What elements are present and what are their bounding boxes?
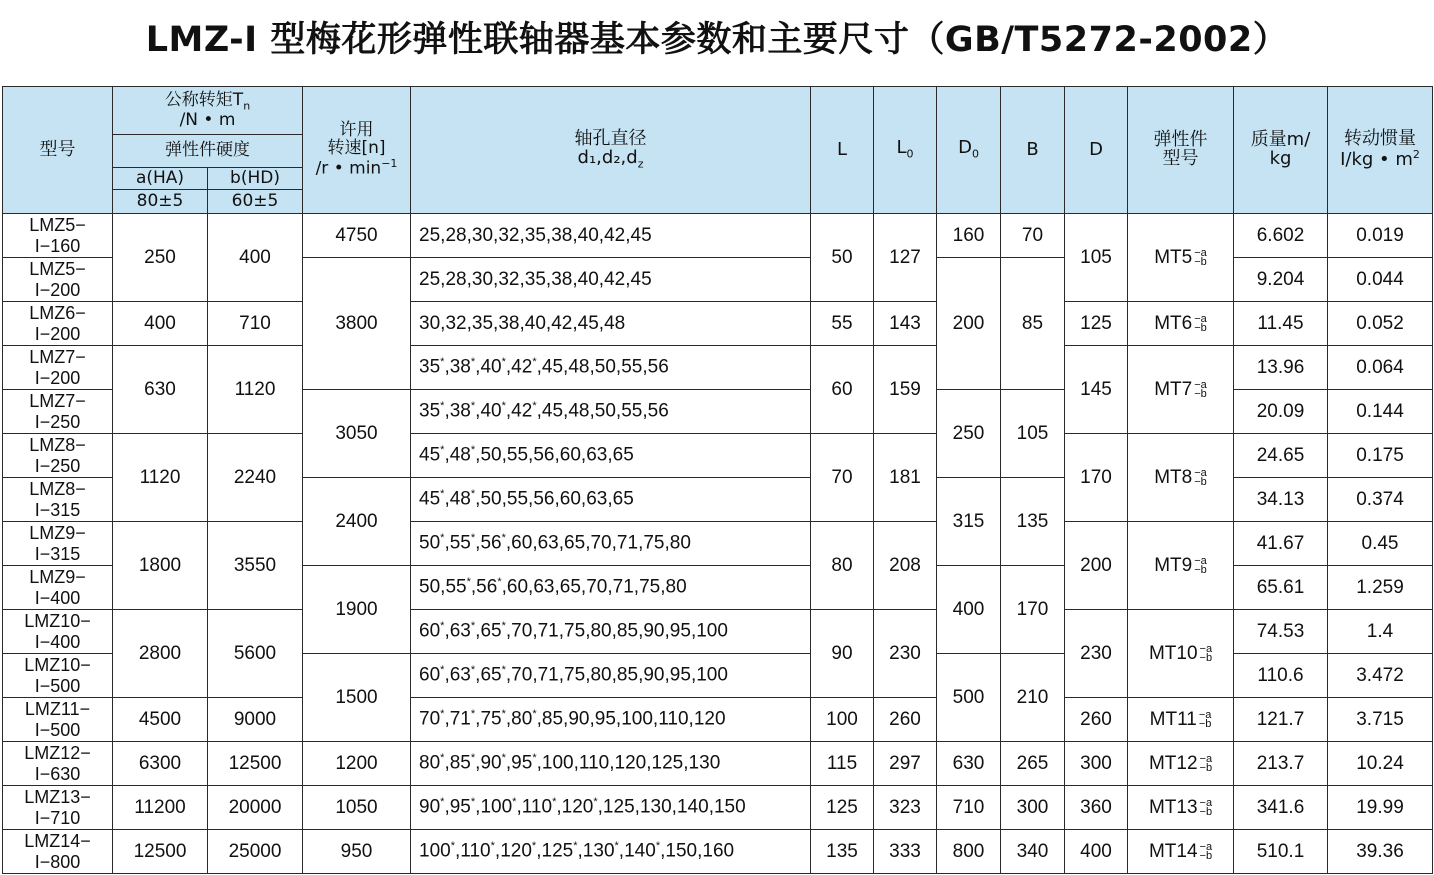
header-hardness-a: a(HA)	[113, 168, 208, 190]
header-B: B	[1001, 87, 1065, 214]
tolerance-marks: −a −b	[1194, 312, 1207, 334]
mass-cell: 20.09	[1234, 390, 1328, 434]
D-cell: 200	[1065, 522, 1128, 610]
model-cell: LMZ7− I−250	[3, 390, 113, 434]
model-cell: LMZ5− I−160	[3, 214, 113, 258]
mass-cell: 510.1	[1234, 830, 1328, 874]
D0-cell: 200	[937, 258, 1001, 390]
header-speed: 许用 转速[n] /r • $\min^{-1}$	[303, 87, 411, 214]
model-cell: LMZ8− I−315	[3, 478, 113, 522]
torque-a-cell: 6300	[113, 742, 208, 786]
header-hardness: 弹性件硬度	[113, 135, 303, 168]
table-header	[3, 87, 1433, 214]
torque-a-cell: 250	[113, 214, 208, 302]
inertia-cell: 3.715	[1328, 698, 1433, 742]
speed-cell: 2400	[303, 478, 411, 566]
speed-cell: 3800	[303, 258, 411, 390]
L-cell: 50	[811, 214, 874, 302]
model-cell: LMZ9− I−315	[3, 522, 113, 566]
header-L: L	[811, 87, 874, 214]
torque-b-cell: 9000	[208, 698, 303, 742]
model-cell: LMZ11− I−500	[3, 698, 113, 742]
table-row	[3, 346, 1433, 390]
L0-cell: 208	[874, 522, 937, 610]
elastic-model-cell	[1128, 302, 1234, 346]
D-cell: 230	[1065, 610, 1128, 698]
L-cell: 90	[811, 610, 874, 698]
header-bore: 轴孔直径 $d_1,d_2,d_z$	[411, 87, 811, 214]
inertia-cell: 39.36	[1328, 830, 1433, 874]
elastic-model-label: MT12 −a −b	[1148, 752, 1213, 774]
D0-cell: 160	[937, 214, 1001, 258]
D-cell: 360	[1065, 786, 1128, 830]
mass-cell: 41.67	[1234, 522, 1328, 566]
table-row	[3, 698, 1433, 742]
bore-cell: 80*,85*,90*,95*,100,110,120,125,130	[411, 742, 811, 786]
header-hardness-a-value: 80±5	[113, 190, 208, 214]
torque-b-cell: 20000	[208, 786, 303, 830]
speed-cell: 1900	[303, 566, 411, 654]
L0-cell: 143	[874, 302, 937, 346]
elastic-model-label: MT14 −a −b	[1148, 840, 1213, 862]
mass-cell: 11.45	[1234, 302, 1328, 346]
D-cell: 145	[1065, 346, 1128, 434]
torque-a-cell: 12500	[113, 830, 208, 874]
L-cell: 80	[811, 522, 874, 610]
tolerance-marks: −a −b	[1194, 554, 1207, 576]
elastic-model-cell	[1128, 610, 1234, 698]
model-cell: LMZ8− I−250	[3, 434, 113, 478]
inertia-cell: 0.064	[1328, 346, 1433, 390]
elastic-model-label: MT9 −a −b	[1154, 554, 1207, 576]
torque-a-cell: 630	[113, 346, 208, 434]
elastic-model-label: MT7 −a −b	[1154, 378, 1207, 400]
D0-cell: 710	[937, 786, 1001, 830]
bore-cell: 50,55*,56*,60,63,65,70,71,75,80	[411, 566, 811, 610]
elastic-model-cell	[1128, 522, 1234, 610]
L0-cell: 333	[874, 830, 937, 874]
torque-b-cell: 3550	[208, 522, 303, 610]
mass-cell: 110.6	[1234, 654, 1328, 698]
table-row	[3, 742, 1433, 786]
speed-cell: 1050	[303, 786, 411, 830]
bore-cell: 100*,110*,120*,125*,130*,140*,150,160	[411, 830, 811, 874]
inertia-cell: 1.259	[1328, 566, 1433, 610]
L0-cell: 127	[874, 214, 937, 302]
D-cell: 125	[1065, 302, 1128, 346]
header-D: D	[1065, 87, 1128, 214]
bore-cell: 90*,95*,100*,110*,120*,125,130,140,150	[411, 786, 811, 830]
D-cell: 260	[1065, 698, 1128, 742]
tolerance-marks: −a −b	[1199, 796, 1213, 818]
B-cell: 85	[1001, 258, 1065, 390]
table-body	[3, 214, 1433, 874]
B-cell: 105	[1001, 390, 1065, 478]
tolerance-marks: −a −b	[1198, 708, 1212, 730]
L0-cell: 181	[874, 434, 937, 522]
header-model: 型号	[3, 87, 113, 214]
elastic-model-label: MT13 −a −b	[1148, 796, 1213, 818]
inertia-cell: 0.019	[1328, 214, 1433, 258]
table-row	[3, 434, 1433, 478]
bore-cell: 25,28,30,32,35,38,40,42,45	[411, 258, 811, 302]
bore-cell: 45*,48*,50,55,56,60,63,65	[411, 434, 811, 478]
tolerance-marks: −a −b	[1194, 466, 1207, 488]
tolerance-marks: −a −b	[1199, 840, 1213, 862]
model-cell: LMZ14− I−800	[3, 830, 113, 874]
torque-b-cell: 5600	[208, 610, 303, 698]
torque-a-cell: 4500	[113, 698, 208, 742]
mass-cell: 9.204	[1234, 258, 1328, 302]
mass-cell: 6.602	[1234, 214, 1328, 258]
model-cell: LMZ5− I−200	[3, 258, 113, 302]
inertia-cell: 0.45	[1328, 522, 1433, 566]
torque-a-cell: 1800	[113, 522, 208, 610]
L-cell: 55	[811, 302, 874, 346]
B-cell: 300	[1001, 786, 1065, 830]
table-row	[3, 786, 1433, 830]
inertia-cell: 0.044	[1328, 258, 1433, 302]
table-row	[3, 610, 1433, 654]
header-hardness-b: b(HD)	[208, 168, 303, 190]
L-cell: 60	[811, 346, 874, 434]
inertia-cell: 10.24	[1328, 742, 1433, 786]
speed-cell: 1200	[303, 742, 411, 786]
mass-cell: 121.7	[1234, 698, 1328, 742]
header-inertia: 转动惯量 I/kg • $m^2$	[1328, 87, 1433, 214]
mass-cell: 74.53	[1234, 610, 1328, 654]
elastic-model-cell	[1128, 346, 1234, 434]
table-row	[3, 830, 1433, 874]
spec-table	[2, 86, 1433, 874]
L0-cell: 230	[874, 610, 937, 698]
L-cell: 115	[811, 742, 874, 786]
D0-cell: 500	[937, 654, 1001, 742]
bore-cell: 50*,55*,56*,60,63,65,70,71,75,80	[411, 522, 811, 566]
inertia-cell: 0.374	[1328, 478, 1433, 522]
bore-cell: 35*,38*,40*,42*,45,48,50,55,56	[411, 346, 811, 390]
speed-cell: 3050	[303, 390, 411, 478]
L0-cell: 323	[874, 786, 937, 830]
model-cell: LMZ7− I−200	[3, 346, 113, 390]
header-D0: $D_0$	[937, 87, 1001, 214]
B-cell: 210	[1001, 654, 1065, 742]
inertia-cell: 0.052	[1328, 302, 1433, 346]
model-cell: LMZ12− I−630	[3, 742, 113, 786]
L0-cell: 260	[874, 698, 937, 742]
D0-cell: 400	[937, 566, 1001, 654]
elastic-model-cell	[1128, 786, 1234, 830]
L-cell: 70	[811, 434, 874, 522]
model-cell: LMZ6− I−200	[3, 302, 113, 346]
tolerance-marks: −a −b	[1199, 752, 1213, 774]
header-L0: $L_0$	[874, 87, 937, 214]
B-cell: 135	[1001, 478, 1065, 566]
table-row	[3, 214, 1433, 258]
D-cell: 400	[1065, 830, 1128, 874]
bore-cell: 60*,63*,65*,70,71,75,80,85,90,95,100	[411, 654, 811, 698]
header-torque: 公称转矩$T_n$ /N • m	[113, 87, 303, 135]
page-title: LMZ-I 型梅花形弹性联轴器基本参数和主要尺寸（GB/T5272-2002）	[145, 20, 1289, 60]
D-cell: 170	[1065, 434, 1128, 522]
elastic-model-label: MT6 −a −b	[1154, 312, 1207, 334]
torque-b-cell: 25000	[208, 830, 303, 874]
D0-cell: 630	[937, 742, 1001, 786]
model-cell: LMZ10− I−500	[3, 654, 113, 698]
B-cell: 265	[1001, 742, 1065, 786]
torque-b-cell: 12500	[208, 742, 303, 786]
torque-b-cell: 400	[208, 214, 303, 302]
B-cell: 170	[1001, 566, 1065, 654]
model-cell: LMZ13− I−710	[3, 786, 113, 830]
inertia-cell: 0.144	[1328, 390, 1433, 434]
inertia-cell: 1.4	[1328, 610, 1433, 654]
D0-cell: 315	[937, 478, 1001, 566]
elastic-model-label: MT11 −a −b	[1149, 708, 1212, 730]
torque-b-cell: 2240	[208, 434, 303, 522]
elastic-model-cell	[1128, 698, 1234, 742]
D0-cell: 250	[937, 390, 1001, 478]
elastic-model-cell	[1128, 434, 1234, 522]
elastic-model-cell	[1128, 214, 1234, 302]
model-cell: LMZ9− I−400	[3, 566, 113, 610]
elastic-model-cell	[1128, 830, 1234, 874]
B-cell: 70	[1001, 214, 1065, 258]
inertia-cell: 0.175	[1328, 434, 1433, 478]
torque-b-cell: 710	[208, 302, 303, 346]
bore-cell: 35*,38*,40*,42*,45,48,50,55,56	[411, 390, 811, 434]
tolerance-marks: −a −b	[1194, 378, 1207, 400]
header-hardness-b-value: 60±5	[208, 190, 303, 214]
bore-cell: 30,32,35,38,40,42,45,48	[411, 302, 811, 346]
mass-cell: 13.96	[1234, 346, 1328, 390]
speed-cell: 950	[303, 830, 411, 874]
torque-a-cell: 1120	[113, 434, 208, 522]
D-cell: 105	[1065, 214, 1128, 302]
bore-cell: 45*,48*,50,55,56,60,63,65	[411, 478, 811, 522]
D-cell: 300	[1065, 742, 1128, 786]
table-row	[3, 522, 1433, 566]
torque-b-cell: 1120	[208, 346, 303, 434]
B-cell: 340	[1001, 830, 1065, 874]
torque-a-cell: 11200	[113, 786, 208, 830]
elastic-model-label: MT10 −a −b	[1148, 642, 1213, 664]
bore-cell: 70*,71*,75*,80*,85,90,95,100,110,120	[411, 698, 811, 742]
mass-cell: 65.61	[1234, 566, 1328, 610]
mass-cell: 34.13	[1234, 478, 1328, 522]
bore-cell: 25,28,30,32,35,38,40,42,45	[411, 214, 811, 258]
L0-cell: 297	[874, 742, 937, 786]
inertia-cell: 19.99	[1328, 786, 1433, 830]
inertia-cell: 3.472	[1328, 654, 1433, 698]
bore-cell: 60*,63*,65*,70,71,75,80,85,90,95,100	[411, 610, 811, 654]
model-cell: LMZ10− I−400	[3, 610, 113, 654]
elastic-model-label: MT5 −a −b	[1154, 246, 1207, 268]
elastic-model-cell	[1128, 742, 1234, 786]
header-mass: 质量m/ kg	[1234, 87, 1328, 214]
tolerance-marks: −a −b	[1199, 642, 1213, 664]
D0-cell: 800	[937, 830, 1001, 874]
header-elastic: 弹性件 型号	[1128, 87, 1234, 214]
mass-cell: 24.65	[1234, 434, 1328, 478]
table-row	[3, 302, 1433, 346]
speed-cell: 4750	[303, 214, 411, 258]
speed-cell: 1500	[303, 654, 411, 742]
torque-a-cell: 2800	[113, 610, 208, 698]
mass-cell: 341.6	[1234, 786, 1328, 830]
L-cell: 100	[811, 698, 874, 742]
L0-cell: 159	[874, 346, 937, 434]
torque-a-cell: 400	[113, 302, 208, 346]
L-cell: 135	[811, 830, 874, 874]
elastic-model-label: MT8 −a −b	[1154, 466, 1207, 488]
mass-cell: 213.7	[1234, 742, 1328, 786]
L-cell: 125	[811, 786, 874, 830]
tolerance-marks: −a −b	[1194, 246, 1207, 268]
